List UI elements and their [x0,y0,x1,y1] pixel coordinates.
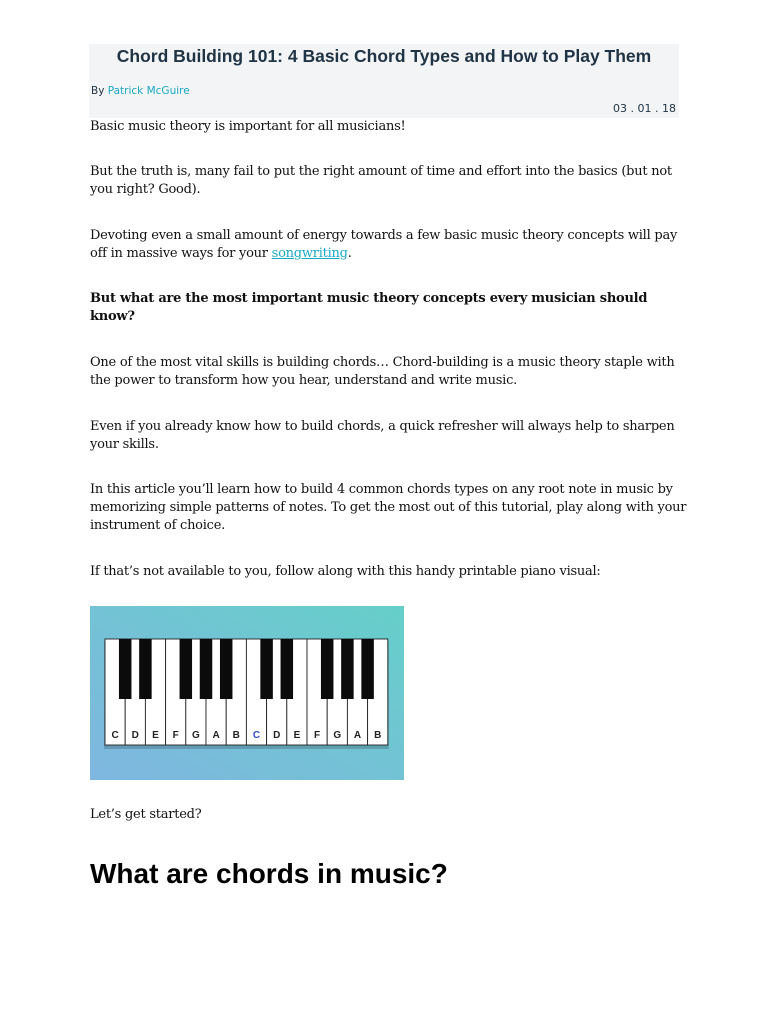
paragraph-refresher: Even if you already know how to build chords, a quick refresher will always help to sharpen your skills. [90,419,675,452]
key-note-label: E [152,730,159,741]
black-key [321,639,334,699]
paragraph-printable: If that’s not available to you, follow along with this handy printable piano visual: [90,564,601,579]
key-note-label: D [131,730,139,741]
paragraph-question: But what are the most important music theory concepts every musician should know? [90,291,648,324]
key-note-label: F [172,730,179,741]
author-link[interactable]: Patrick McGuire [107,85,190,97]
black-key [180,639,193,699]
piano-keyboard-image [90,606,404,780]
paragraph-devoting [90,227,690,263]
publish-date: 03 . 01 . 18 [613,102,676,115]
black-key [220,639,233,699]
black-key [341,639,354,699]
paragraph-vital-skills: One of the most vital skills is building chords… Chord-building is a music theory staple with the power to transform how you hear, understand and write music. [90,355,675,388]
key-note-label: G [192,730,200,741]
paragraph-get-started: Let’s get started? [90,807,202,822]
key-note-label: A [353,730,362,741]
paragraph-intro: Basic music theory is important for all musicians! [90,119,406,134]
byline [91,85,190,97]
key-note-label: B [232,730,240,741]
section-heading: What are chords in music? [90,858,448,889]
paragraph-truth: But the truth is, many fail to put the right amount of time and effort into the basics (but not you right? Good). [90,164,672,197]
key-note-label: E [293,730,301,741]
key-note-label: B [374,730,382,741]
black-key [260,639,273,699]
black-key [200,639,213,699]
article-header [89,44,679,118]
piano-keys [104,639,389,749]
black-key [139,639,152,699]
paragraph-devoting-text: Devoting even a small amount of energy towards a few basic music theory concepts will pay off in massive ways for your [90,228,678,261]
black-key [281,639,294,699]
article-title: Chord Building 101: 4 Basic Chord Types and How to Play Them [116,46,652,66]
songwriting-link[interactable]: songwriting [271,246,348,261]
black-key [119,639,132,699]
black-key [361,639,374,699]
byline-label: By [91,85,105,97]
key-note-label: D [273,730,281,741]
key-note-label: A [212,730,220,741]
key-note-label: C [252,730,261,741]
key-note-label: C [111,730,119,741]
paragraph-article-scope: In this article you’ll learn how to build 4 common chords types on any root note in music by memorizing simple patterns of notes. To get the most out of this tutorial, play along with your instrument of choice. [90,482,687,533]
key-note-label: G [333,730,342,741]
key-note-label: F [314,730,321,741]
paragraph-devoting-end: . [347,246,352,261]
